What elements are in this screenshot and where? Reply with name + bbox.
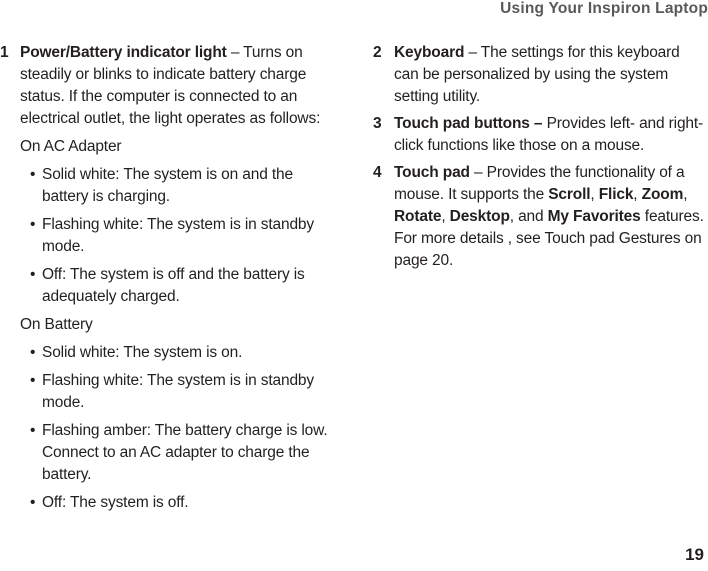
feature-rotate: Rotate [394,208,442,225]
item-number: 3 [373,115,382,132]
feature-flick: Flick [598,186,634,203]
feature-zoom: Zoom [641,186,684,203]
item-term: Keyboard [394,44,465,61]
bullet-item: • Solid white: The system is on and the battery is charging. [30,166,293,205]
feature-desktop: Desktop [449,208,510,225]
bullet-item: • Off: The system is off. [30,494,189,511]
list-item-touch-pad: 4 Touch pad – Provides the functionality of a mouse. It supports the Scroll, Flick, Zoom, Rotate, Desktop, and My Favorites features. For more details , see Touch pad Gestures on page 20. [373,164,704,269]
left-column [0,42,330,514]
list-item-keyboard [373,42,708,108]
page-number: 19 [685,545,704,564]
feature-scroll: Scroll [548,186,591,203]
list-item-power-light [0,42,330,130]
item-term: Touch pad buttons – [394,115,543,132]
running-header: Using Your Inspiron Laptop [500,0,708,17]
item-number: 4 [373,164,382,181]
ac-adapter-heading: On AC Adapter [20,138,122,155]
item-description: – The settings for this keyboard can be personalized by using the system setting utility. [394,44,680,105]
item-term: Touch pad [394,164,470,181]
item-description: features. For more details , see Touch pad Gestures on page 20. [394,208,704,269]
item-description: Provides left- and right-click functions like those on a mouse. [394,115,704,154]
bullet-item: • Flashing white: The system is in standby mode. [30,216,314,255]
bullet-item: • Solid white: The system is on. [30,344,243,361]
bullet-item: • Flashing white: The system is in standby mode. [30,372,314,411]
bullet-item: • Flashing amber: The battery charge is low. Connect to an AC adapter to charge the battery. [30,422,328,483]
feature-my-favorites: My Favorites [547,208,641,225]
bullet-item: • Off: The system is off and the battery is adequately charged. [30,266,305,305]
item-description: – Turns on steadily or blinks to indicate battery charge status. If the computer is connected to an electrical outlet, the light operates as follows: [20,44,321,127]
item-number: 1 [0,44,9,61]
right-column [373,42,708,277]
item-number: 2 [373,44,382,61]
item-term: Power/Battery indicator light [20,44,227,61]
on-battery-heading: On Battery [20,316,93,333]
list-item-touch-pad-buttons [373,113,708,157]
